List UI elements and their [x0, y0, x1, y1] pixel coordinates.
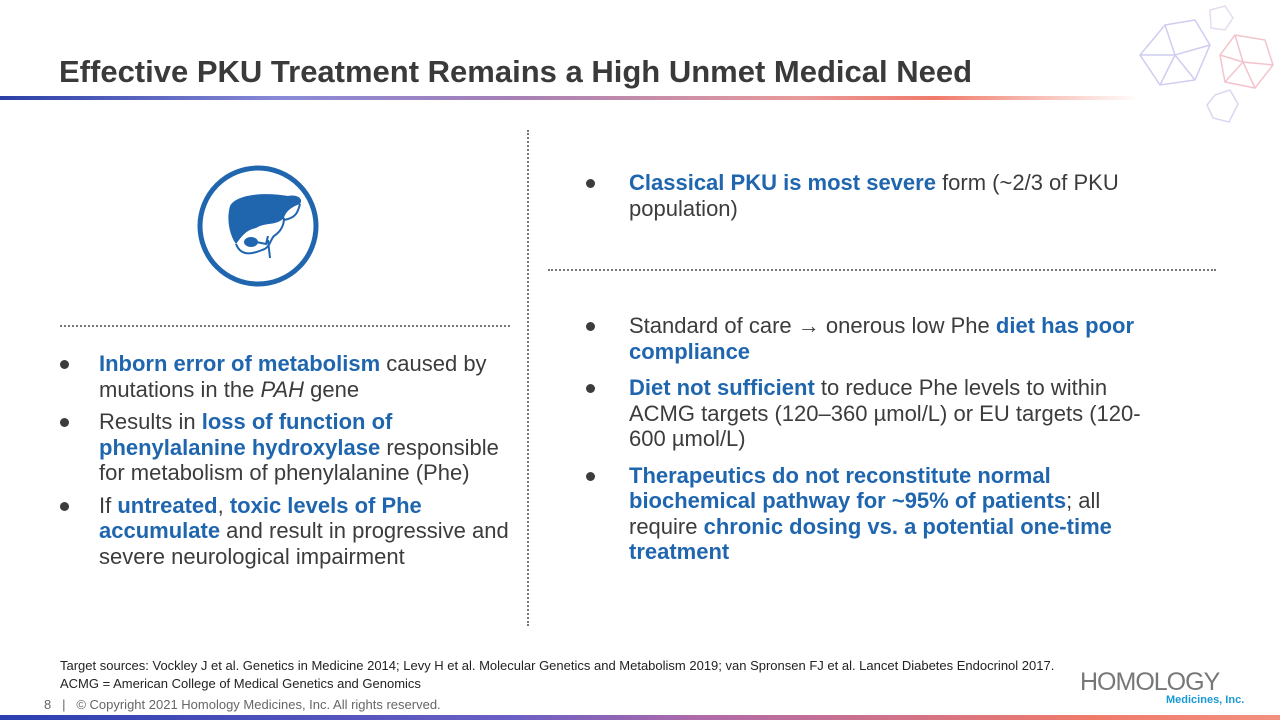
bullet-text: untreated [117, 492, 218, 518]
page-number: 8 [44, 697, 52, 712]
slide-title: Effective PKU Treatment Remains a High Unmet Medical Need [59, 54, 973, 89]
sources-line: Target sources: Vockley J et al. Genetics in Medicine 2014; Levy H et al. Molecular Genetics and Metabolism 2019; van Spronsen FJ et al. Lancet Diabetes Endocrinol 2017. [60, 658, 1055, 673]
right-divider [548, 269, 1216, 271]
right-top-bullet-list [607, 170, 1147, 232]
bullet-text: If [99, 492, 118, 518]
bullet-item [607, 170, 1147, 221]
right-bottom-bullet-list [607, 313, 1167, 576]
bullet-text: form (~2/3 of PKU population) [629, 170, 1119, 221]
bullet-icon [586, 322, 595, 331]
left-divider [60, 325, 510, 327]
left-bullet-list [60, 351, 510, 576]
footer-separator: | [62, 697, 66, 712]
bullet-text: , [217, 492, 230, 518]
bullet-text: diet has poor compliance [629, 313, 1135, 364]
bullet-text: to reduce Phe levels to within ACMG targets (120–360 µmol/L) or EU targets (120-600 µmol/L) [629, 375, 1141, 451]
logo-sub: Medicines, Inc. [1166, 694, 1245, 706]
liver-icon [196, 164, 320, 288]
bullet-item [60, 351, 510, 402]
bullet-icon [60, 418, 69, 427]
bullet-item [607, 375, 1167, 452]
bullet-icon [60, 360, 69, 369]
footer [44, 697, 441, 712]
bullet-text: responsible for metabolism of phenylalanine (Phe) [99, 434, 499, 485]
logo-name: HOMOLOGY [1080, 668, 1220, 696]
bullet-icon [586, 179, 595, 188]
bullet-text: ; all require [629, 488, 1101, 539]
bullet-text: gene [304, 376, 360, 402]
bullet-text: Results in [99, 409, 202, 434]
bullet-icon [586, 472, 595, 481]
sources [60, 657, 1054, 693]
bullet-item [607, 463, 1167, 565]
homology-logo [1080, 668, 1245, 706]
bullet-text: caused by mutations in the [99, 351, 487, 402]
title-underline [0, 96, 1140, 100]
bullet-text: loss of function of phenylalanine hydroxylase [99, 409, 393, 460]
bullet-icon [586, 384, 595, 393]
polyhedra-decoration-icon [1125, 0, 1280, 130]
bullet-item [60, 409, 510, 486]
bullet-text: toxic levels of Phe accumulate [99, 492, 422, 543]
abbreviation-line: ACMG = American College of Medical Genetics and Genomics [60, 676, 421, 691]
bullet-text: PAH [260, 376, 305, 402]
bullet-text: and result in progressive and severe neurological impairment [99, 518, 509, 569]
bullet-text: Diet not sufficient [629, 375, 815, 400]
vertical-divider [527, 130, 529, 626]
bullet-text: Classical PKU is most severe [629, 170, 936, 195]
bullet-text: Standard of care → onerous low Phe [629, 313, 996, 338]
bullet-item [60, 493, 510, 570]
bullet-text: Inborn error of metabolism [99, 351, 381, 376]
copyright: © Copyright 2021 Homology Medicines, Inc. All rights reserved. [76, 697, 441, 712]
bullet-icon [60, 502, 69, 511]
bullet-item [607, 313, 1167, 364]
bullet-text: Therapeutics do not reconstitute normal biochemical pathway for ~95% of patients [629, 462, 1067, 513]
bottom-bar [0, 715, 1280, 720]
bullet-text: chronic dosing vs. a potential one-time treatment [629, 513, 1112, 564]
